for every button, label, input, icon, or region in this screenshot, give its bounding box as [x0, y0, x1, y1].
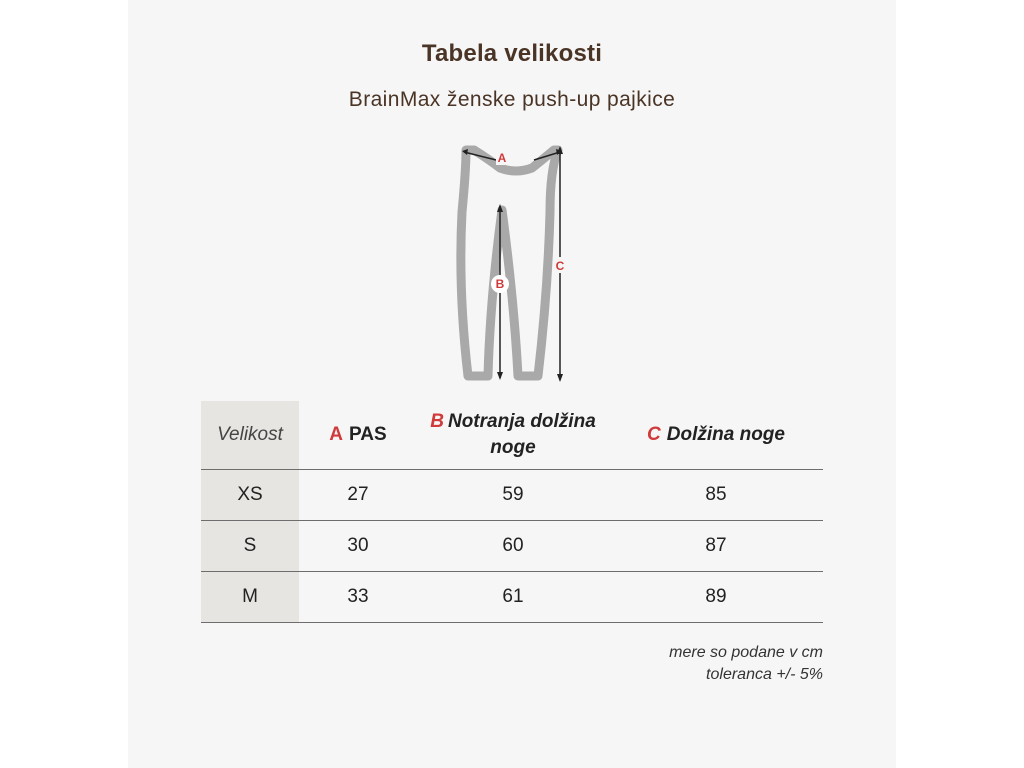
size-cell: S: [201, 521, 299, 571]
waist-cell: 27: [347, 484, 369, 505]
page-subtitle: BrainMax ženske push-up pajkice: [348, 88, 676, 111]
header-c-letter: C: [647, 424, 661, 445]
inseam-cell: 60: [502, 535, 524, 556]
size-table: [201, 401, 823, 623]
length-cell: 85: [705, 484, 727, 505]
length-arrowhead-bottom: [557, 374, 563, 382]
inseam-cell: 61: [502, 586, 524, 607]
table-row: [201, 521, 823, 572]
note-units: mere so podane v cm: [669, 644, 823, 661]
table-header-row: [201, 401, 823, 470]
header-c-label: Dolžina noge: [666, 424, 785, 445]
inseam-arrowhead-bottom: [497, 372, 503, 380]
size-chart-panel: [128, 0, 896, 768]
header-b-label: Notranja dolžina noge: [447, 411, 596, 458]
header-a: [299, 401, 417, 469]
length-cell: 87: [705, 535, 727, 556]
table-row: [201, 470, 823, 521]
leggings-diagram: [444, 140, 584, 390]
waist-cell: 30: [347, 535, 369, 556]
table-row: [201, 572, 823, 623]
note-tolerance: toleranca +/- 5%: [706, 666, 823, 683]
header-size: Velikost: [201, 401, 299, 469]
header-b: [417, 401, 609, 469]
inseam-cell: 59: [502, 484, 524, 505]
size-cell: XS: [201, 470, 299, 520]
label-c: C: [555, 259, 565, 273]
measurement-note: [669, 642, 823, 686]
leggings-outline: [461, 150, 558, 376]
header-b-text: [417, 409, 609, 461]
header-b-letter: B: [430, 411, 444, 432]
header-a-letter: A: [329, 424, 344, 445]
size-cell: M: [201, 572, 299, 622]
header-a-label: PAS: [349, 424, 387, 445]
header-c: [609, 401, 823, 469]
label-b: B: [495, 277, 505, 291]
label-a: A: [497, 151, 507, 165]
length-cell: 89: [705, 586, 727, 607]
page-title: Tabela velikosti: [421, 40, 603, 67]
waist-cell: 33: [347, 586, 369, 607]
